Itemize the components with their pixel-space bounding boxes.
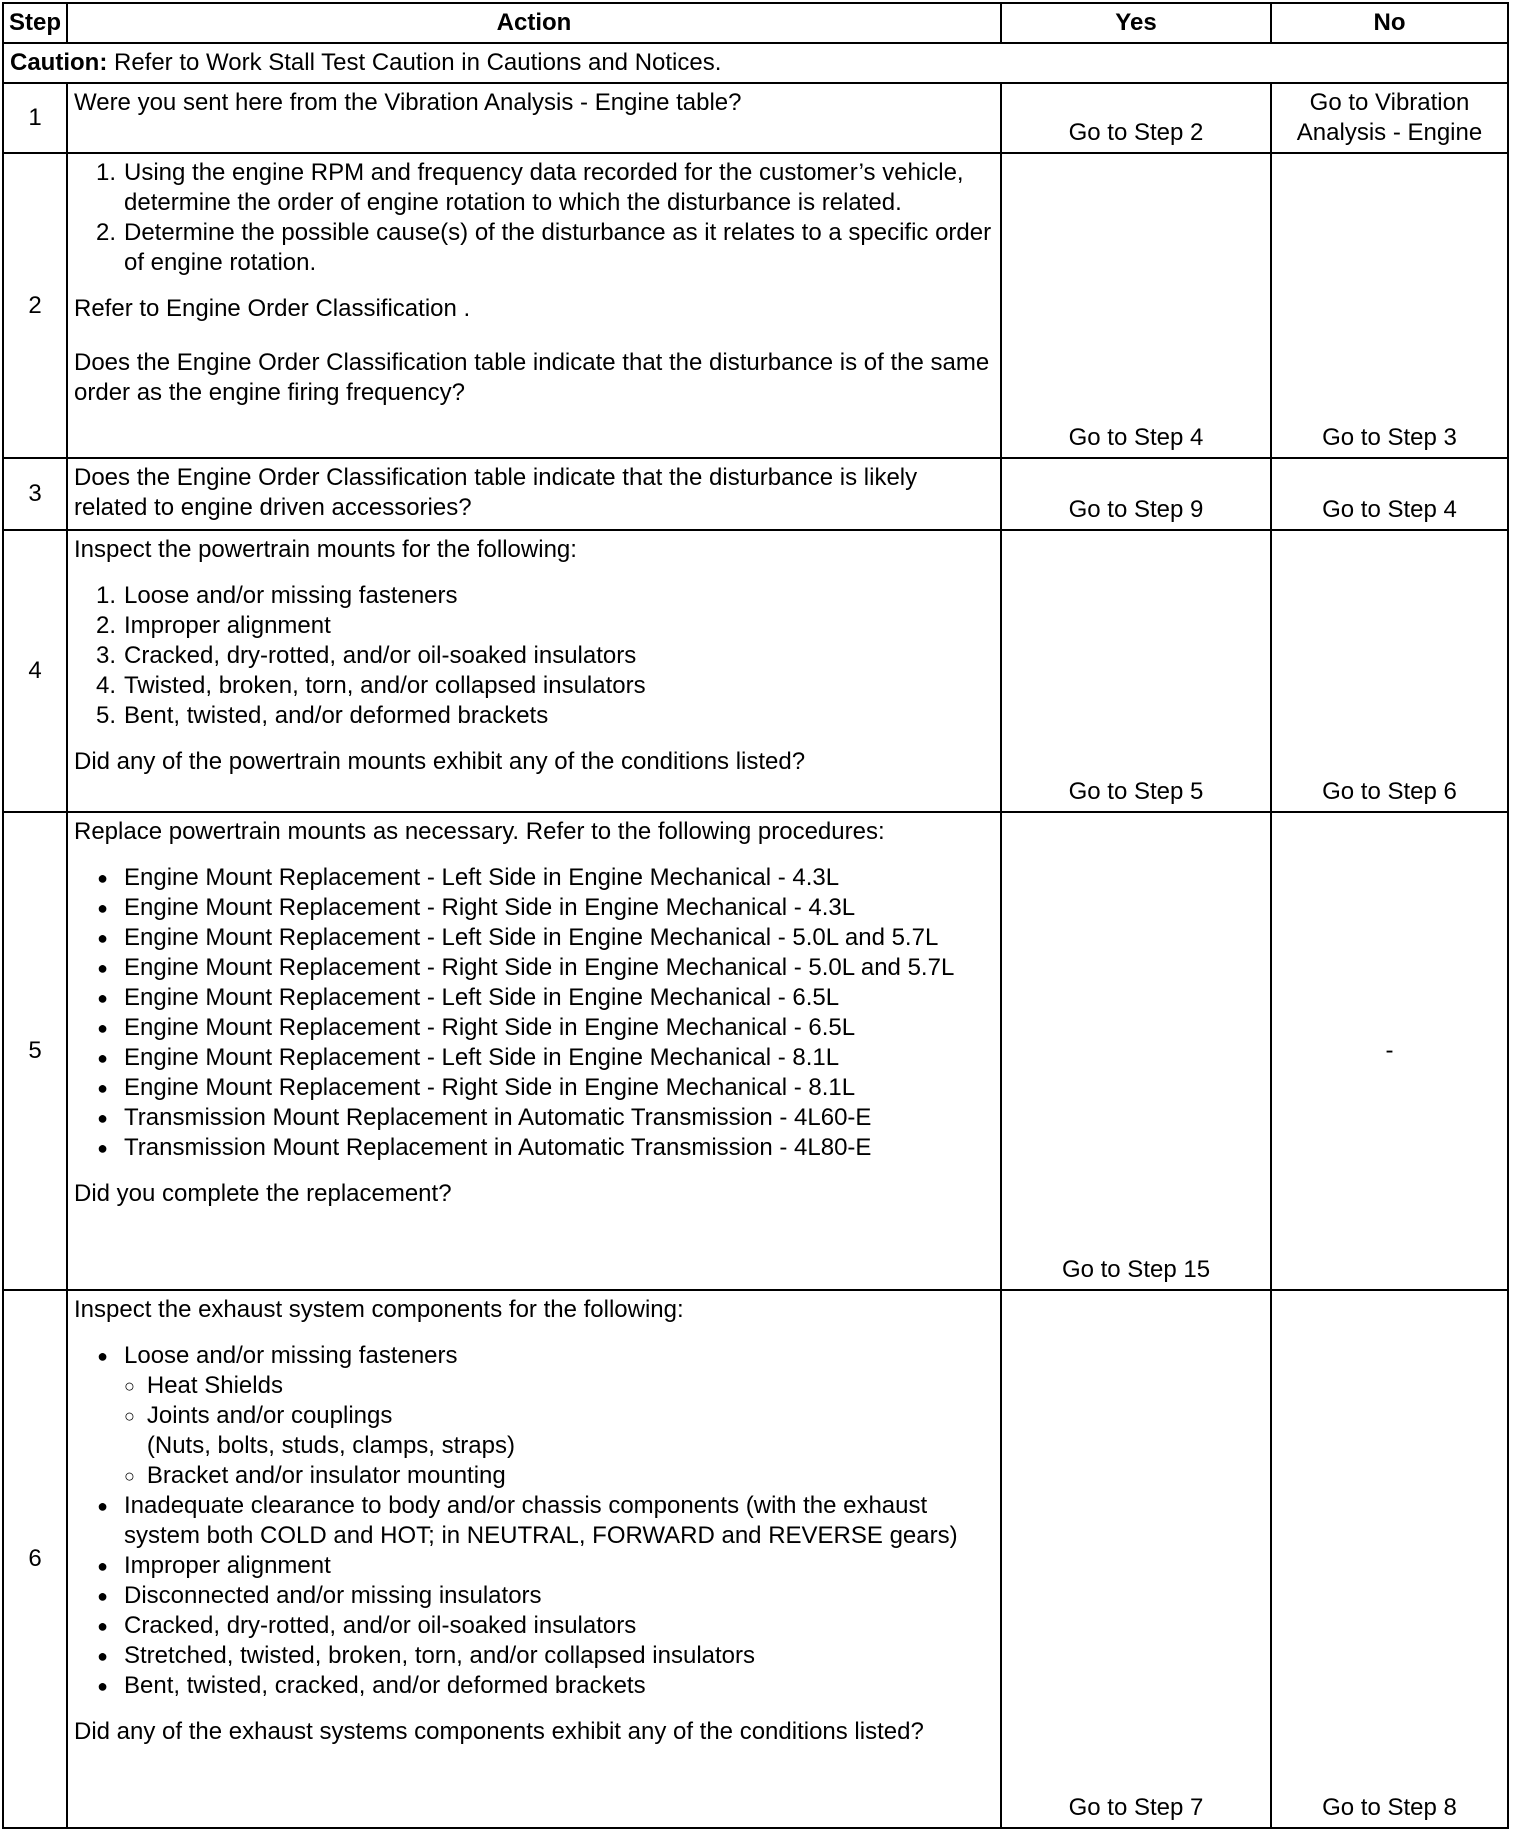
list-item: ● Engine Mount Replacement - Right Side in Engine Mechanical - 4.3L xyxy=(74,893,994,923)
table-row xyxy=(3,458,1508,530)
numbered-list xyxy=(74,158,994,278)
numbered-list xyxy=(74,581,994,731)
bullet-icon: ● xyxy=(97,1048,108,1068)
bullet-icon: ● xyxy=(97,958,108,978)
step-number: 6 xyxy=(3,1290,67,1828)
bullet-icon: ● xyxy=(97,1346,108,1366)
header-row xyxy=(3,3,1508,43)
question-text: Did any of the exhaust systems components exhibit any of the conditions listed? xyxy=(74,1718,924,1745)
step-number: 4 xyxy=(3,530,67,812)
table-row xyxy=(3,812,1508,1290)
bullet-icon: ● xyxy=(97,988,108,1008)
step-number: 5 xyxy=(3,812,67,1290)
hollow-bullet-icon: ○ xyxy=(124,1376,135,1396)
header-no: No xyxy=(1271,3,1508,43)
sub-list-item: ○ Joints and/or couplings (Nuts, bolts, studs, clamps, straps) xyxy=(124,1402,515,1459)
action-cell xyxy=(67,812,1001,1290)
sub-list-item: ○ Heat Shields xyxy=(124,1372,283,1399)
list-item: ● Loose and/or missing fasteners ○ Heat Shields ○ Joints and/or couplings (Nuts, bolts, studs, clamps, straps) ○ Bracket and/or insulator mounting xyxy=(74,1341,994,1491)
no-cell: Go to Step 6 xyxy=(1271,530,1508,812)
list-item: ● Transmission Mount Replacement in Automatic Transmission - 4L60-E xyxy=(74,1103,994,1133)
sub-list xyxy=(124,1371,994,1491)
yes-cell: Go to Step 5 xyxy=(1001,530,1271,812)
sub-list-item: ○ Bracket and/or insulator mounting xyxy=(124,1462,506,1489)
bullet-list xyxy=(74,863,994,1163)
list-item: 4. Twisted, broken, torn, and/or collapsed insulators xyxy=(95,672,646,699)
bullet-icon: ● xyxy=(97,1018,108,1038)
list-item: ● Engine Mount Replacement - Left Side in Engine Mechanical - 8.1L xyxy=(74,1043,994,1073)
bullet-icon: ● xyxy=(97,1646,108,1666)
bullet-list xyxy=(74,1341,994,1701)
yes-cell: Go to Step 4 xyxy=(1001,153,1271,458)
action-cell: Were you sent here from the Vibration Analysis - Engine table? xyxy=(67,83,1001,153)
no-cell: - xyxy=(1271,812,1508,1290)
action-cell: Does the Engine Order Classification table indicate that the disturbance is likely related to engine driven accessories? xyxy=(67,458,1001,530)
caution-row xyxy=(3,43,1508,83)
header-step: Step xyxy=(3,3,67,43)
action-cell xyxy=(67,1290,1001,1828)
list-item: ● Cracked, dry-rotted, and/or oil-soaked insulators xyxy=(74,1611,994,1641)
question-text: Does the Engine Order Classification table indicate that the disturbance is of the same order as the engine firing frequency? xyxy=(74,349,990,406)
step-number: 1 xyxy=(3,83,67,153)
bullet-icon: ● xyxy=(97,1138,108,1158)
bullet-icon: ● xyxy=(97,1586,108,1606)
intro-text: Inspect the exhaust system components for the following: xyxy=(74,1296,684,1323)
no-line-1: Go to Vibration xyxy=(1309,89,1470,116)
yes-cell: Go to Step 15 xyxy=(1001,812,1271,1290)
caution-cell xyxy=(3,43,1508,83)
intro-text: Inspect the powertrain mounts for the following: xyxy=(74,536,577,563)
step-number: 3 xyxy=(3,458,67,530)
step-number: 2 xyxy=(3,153,67,458)
bullet-icon: ● xyxy=(97,868,108,888)
bullet-icon: ● xyxy=(97,1616,108,1636)
diagnostic-table xyxy=(2,2,1509,1829)
yes-cell: Go to Step 7 xyxy=(1001,1290,1271,1828)
list-item: 5. Bent, twisted, and/or deformed brackets xyxy=(95,702,549,729)
list-item: 1. Using the engine RPM and frequency data recorded for the customer’s vehicle, determine the order of engine rotation to which the disturbance is related. xyxy=(95,159,964,216)
refer-text: Refer to Engine Order Classification . xyxy=(74,295,471,322)
header-action: Action xyxy=(67,3,1001,43)
hollow-bullet-icon: ○ xyxy=(124,1466,135,1486)
bullet-icon: ● xyxy=(97,1556,108,1576)
list-item: ● Stretched, twisted, broken, torn, and/or collapsed insulators xyxy=(74,1641,994,1671)
list-item: 2. Determine the possible cause(s) of the disturbance as it relates to a specific order of engine rotation. xyxy=(95,219,992,276)
list-item: ● Engine Mount Replacement - Left Side in Engine Mechanical - 4.3L xyxy=(74,863,994,893)
list-item: ● Engine Mount Replacement - Left Side in Engine Mechanical - 6.5L xyxy=(74,983,994,1013)
no-cell xyxy=(1271,83,1508,153)
table-row xyxy=(3,1290,1508,1828)
diagnostic-page xyxy=(2,2,1507,1829)
yes-cell: Go to Step 2 xyxy=(1001,83,1271,153)
yes-cell: Go to Step 9 xyxy=(1001,458,1271,530)
list-item: ● Engine Mount Replacement - Right Side in Engine Mechanical - 6.5L xyxy=(74,1013,994,1043)
question-text: Did you complete the replacement? xyxy=(74,1180,452,1207)
no-cell: Go to Step 3 xyxy=(1271,153,1508,458)
bullet-icon: ● xyxy=(97,898,108,918)
bullet-icon: ● xyxy=(97,1108,108,1128)
list-item: 2. Improper alignment xyxy=(95,612,331,639)
list-item: ● Inadequate clearance to body and/or chassis components (with the exhaust system both COLD and HOT; in NEUTRAL, FORWARD and REVERSE gears) xyxy=(74,1491,994,1551)
list-item: ● Transmission Mount Replacement in Automatic Transmission - 4L80-E xyxy=(74,1133,994,1163)
table-row xyxy=(3,530,1508,812)
hollow-bullet-icon: ○ xyxy=(124,1406,135,1426)
bullet-icon: ● xyxy=(97,1078,108,1098)
list-item: ● Improper alignment xyxy=(74,1551,994,1581)
action-cell xyxy=(67,530,1001,812)
no-cell: Go to Step 8 xyxy=(1271,1290,1508,1828)
header-yes: Yes xyxy=(1001,3,1271,43)
table-row xyxy=(3,83,1508,153)
list-item: ● Engine Mount Replacement - Right Side in Engine Mechanical - 8.1L xyxy=(74,1073,994,1103)
list-item: 1. Loose and/or missing fasteners xyxy=(95,582,458,609)
question-text: Did any of the powertrain mounts exhibit any of the conditions listed? xyxy=(74,748,806,775)
action-cell xyxy=(67,153,1001,458)
bullet-icon: ● xyxy=(97,928,108,948)
bullet-icon: ● xyxy=(97,1496,108,1516)
list-item: ● Disconnected and/or missing insulators xyxy=(74,1581,994,1611)
list-item: ● Bent, twisted, cracked, and/or deformed brackets xyxy=(74,1671,994,1701)
list-item: ● Engine Mount Replacement - Right Side in Engine Mechanical - 5.0L and 5.7L xyxy=(74,953,994,983)
list-item: 3. Cracked, dry-rotted, and/or oil-soaked insulators xyxy=(95,642,637,669)
table-row xyxy=(3,153,1508,458)
no-cell: Go to Step 4 xyxy=(1271,458,1508,530)
bullet-icon: ● xyxy=(97,1676,108,1696)
list-item: ● Engine Mount Replacement - Left Side in Engine Mechanical - 5.0L and 5.7L xyxy=(74,923,994,953)
intro-text: Replace powertrain mounts as necessary. Refer to the following procedures: xyxy=(74,818,885,845)
caution-text: Refer to Work Stall Test Caution in Cautions and Notices. xyxy=(107,49,722,76)
caution-label: Caution: xyxy=(10,49,108,76)
no-line-2: Analysis - Engine xyxy=(1296,119,1483,146)
